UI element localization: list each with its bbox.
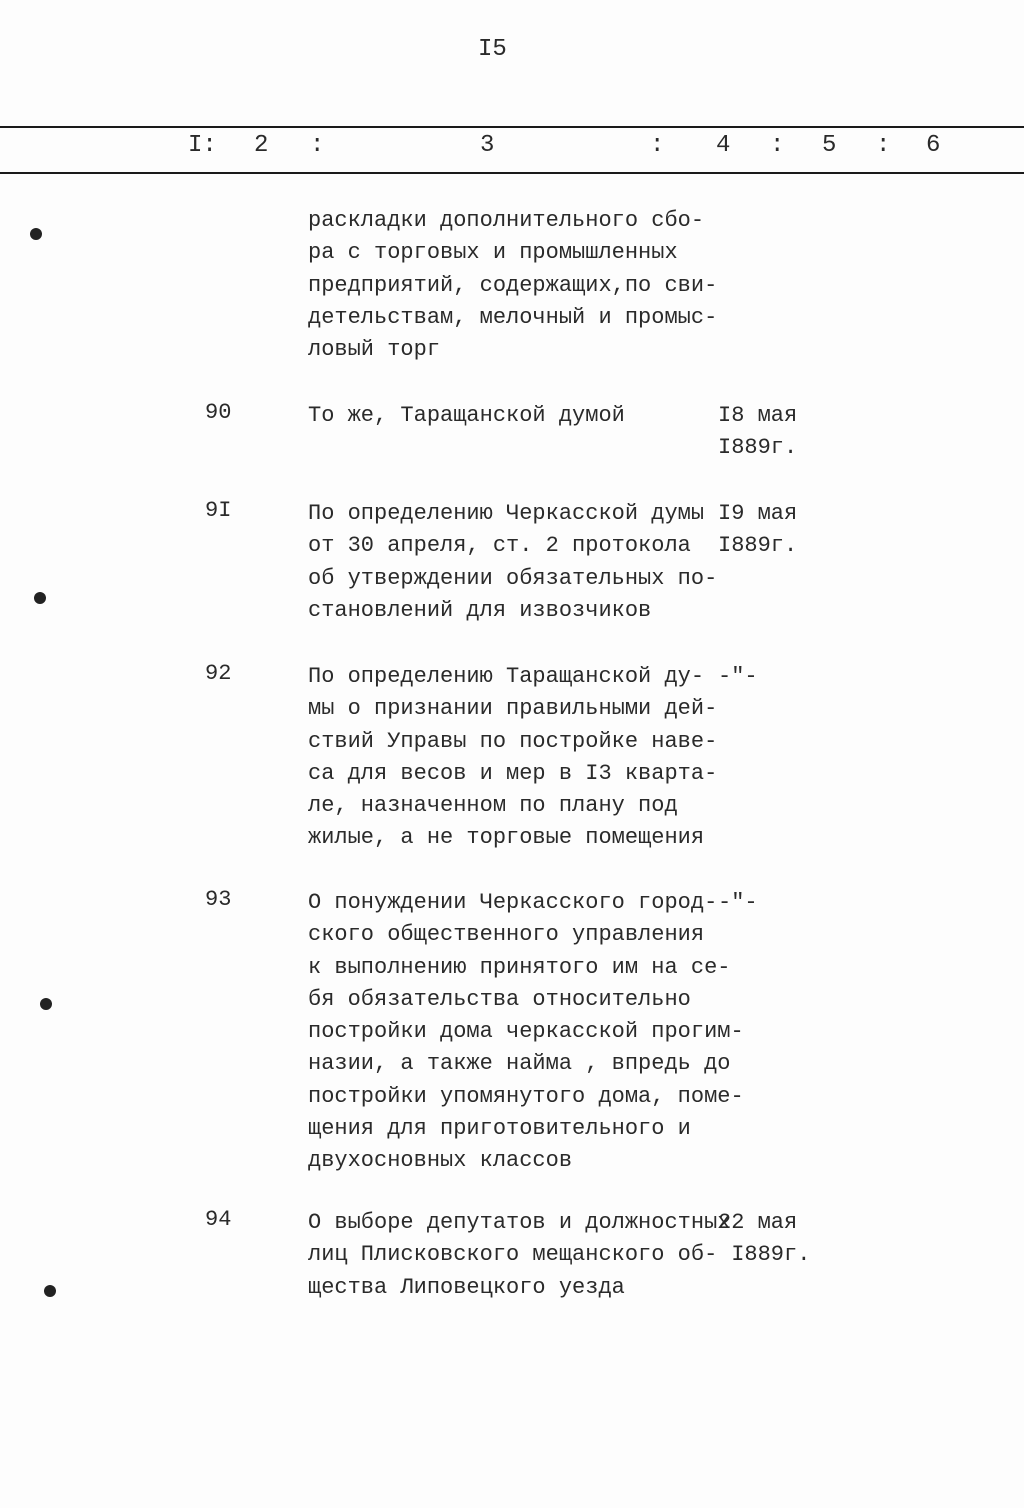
header-col: : — [650, 132, 665, 159]
text-line: ловый торг — [308, 337, 441, 363]
entry-text — [308, 661, 717, 855]
header-col: 3 — [480, 132, 495, 159]
text-line: ствий Управы по постройке наве- — [308, 728, 718, 754]
header-col: 2 — [254, 132, 269, 159]
entry-date: -"- — [718, 890, 758, 915]
text-line: детельствам, мелочный и промыс- — [308, 304, 718, 330]
entry-text — [308, 205, 717, 366]
text-line: от 30 апреля, ст. 2 протокола — [308, 533, 691, 559]
text-line: об утверждении обязательных по- — [308, 565, 718, 591]
text-line: назии, а также найма , впредь до — [308, 1051, 731, 1077]
text-line: к выполнению принятого им на се- — [308, 954, 731, 980]
text-line: ле, назначенном по плану под — [308, 793, 678, 819]
entry-text — [308, 498, 717, 627]
header-bottom-rule — [0, 172, 1024, 174]
text-line: предприятий, содержащих,по сви- — [308, 272, 718, 298]
text-line: ра с торговых и промышленных — [308, 240, 678, 266]
entry-date: -"- — [718, 664, 758, 689]
text-line: щения для приготовительного и — [308, 1116, 691, 1142]
entry-text — [308, 887, 744, 1178]
text-line: бя обязательства относительно — [308, 986, 691, 1012]
header-col: : — [876, 132, 891, 159]
text-line: са для весов и мер в I3 кварта- — [308, 760, 718, 786]
header-col: 5 — [822, 132, 837, 159]
text-line: щества Липовецкого уезда — [308, 1274, 625, 1300]
text-line: То же, Таращанской думой — [308, 403, 625, 428]
text-line: По определению Таращанской ду- — [308, 664, 705, 689]
header-col: : — [310, 132, 325, 159]
header-col: 6 — [926, 132, 941, 159]
entry-text — [308, 1207, 730, 1304]
header-top-rule — [0, 126, 1024, 128]
header-col: : — [770, 132, 785, 159]
entry-number: 9I — [205, 498, 232, 523]
entry-number: 90 — [205, 400, 232, 425]
text-line: мы о признании правильными дей- — [308, 696, 718, 722]
entry-number: 92 — [205, 661, 232, 686]
text-line: становлений для извозчиков — [308, 597, 652, 623]
text-line: двухосновных классов — [308, 1148, 573, 1174]
text-line: По определению Черкасской думы — [308, 501, 705, 526]
text-line: постройки дома черкасской прогим- — [308, 1019, 744, 1045]
text-line: О понуждении Черкасского город- — [308, 890, 718, 915]
text-line: раскладки дополнительного сбо- — [308, 208, 705, 233]
text-line: ского общественного управления — [308, 922, 705, 948]
text-line: жилые, а не торговые помещения — [308, 825, 705, 851]
header-col: 4 — [716, 132, 731, 159]
entry-date: 22 мая I889г. — [718, 1210, 811, 1268]
text-line: постройки упомянутого дома, поме- — [308, 1083, 744, 1109]
entry-text — [308, 400, 625, 432]
text-line: лиц Плисковского мещанского об- — [308, 1242, 718, 1268]
text-line: О выборе депутатов и должностных — [308, 1210, 731, 1235]
header-col: I: — [188, 132, 217, 159]
entry-date: I9 мая I889г. — [718, 501, 798, 559]
page-number: I5 — [478, 36, 507, 63]
entry-date: I8 мая I889г. — [718, 403, 798, 461]
entry-number: 93 — [205, 887, 232, 912]
entry-number: 94 — [205, 1207, 232, 1232]
